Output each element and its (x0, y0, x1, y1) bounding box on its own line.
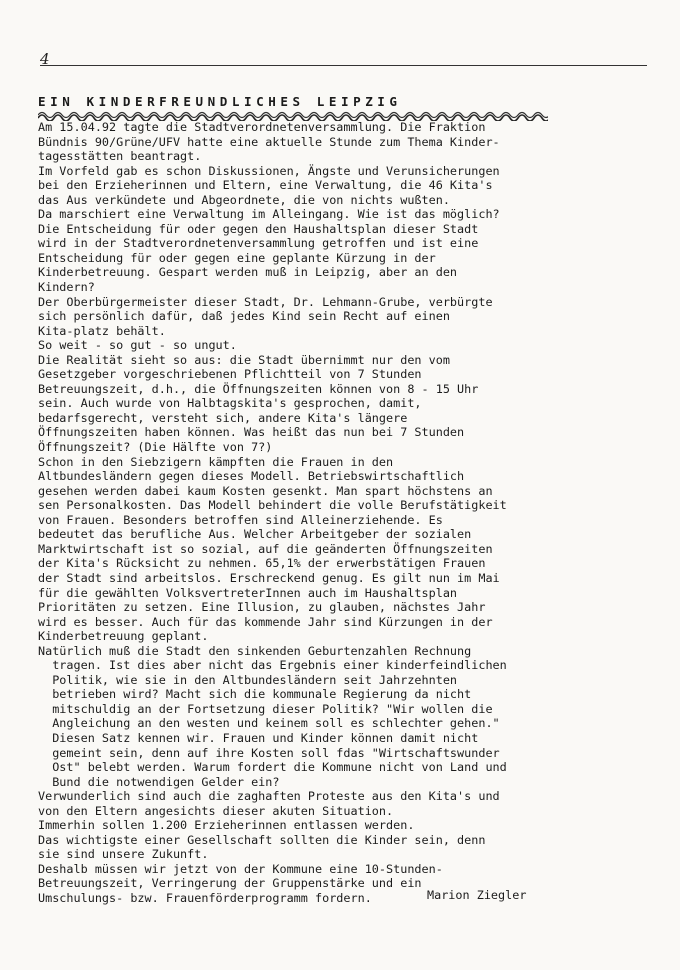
text-line: Natürlich muß die Stadt den sinkenden Geburtenzahlen Rechnung (38, 643, 472, 658)
text-line: Deshalb müssen wir jetzt von der Kommune eine 10-Stunden- (38, 861, 443, 876)
text-line: mitschuldig an der Fortsetzung dieser Politik? "Wir wollen die (38, 701, 493, 716)
text-line: Altbundesländern gegen dieses Modell. Betriebswirtschaftlich (38, 469, 465, 484)
text-line: Diesen Satz kennen wir. Frauen und Kinder können damit nicht (38, 730, 479, 745)
top-rule (40, 65, 647, 66)
text-line: Immerhin sollen 1.200 Erzieherinnen entlassen werden. (38, 818, 415, 833)
text-line: Prioritäten zu setzen. Eine Illusion, zu glauben, nächstes Jahr (38, 600, 486, 615)
text-line: tagesstätten beantragt. (38, 149, 202, 164)
text-line: für die gewählten VolksvertreterInnen auch im Haushaltsplan (38, 585, 458, 600)
text-line: Betreuungszeit, d.h., die Öffnungszeiten können von 8 - 15 Uhr (38, 381, 479, 396)
text-line: Im Vorfeld gab es schon Diskussionen, Ängste und Verunsicherungen (38, 163, 500, 178)
text-line: Politik, wie sie in den Altbundesländern seit Jahrzehnten (38, 672, 458, 687)
author-signature: Marion Ziegler (427, 888, 527, 902)
text-line: Öffnungszeit? (Die Hälfte von 7?) (38, 440, 273, 455)
text-line: Verwunderlich sind auch die zaghaften Proteste aus den Kita's und (38, 789, 500, 804)
text-line: sein. Auch wurde von Halbtagskita's gesprochen, damit, (38, 396, 422, 411)
text-line: gemeint sein, denn auf ihre Kosten soll fdas "Wirtschaftswunder (38, 745, 500, 760)
text-line: bei den Erzieherinnen und Eltern, eine Verwaltung, die 46 Kita's (38, 178, 493, 193)
text-line: sen Personalkosten. Das Modell behindert die volle Berufstätigkeit (38, 498, 507, 513)
text-line: wird es besser. Auch für das kommende Jahr sind Kürzungen in der (38, 614, 493, 629)
text-line: sie sind unsere Zukunft. (38, 847, 209, 862)
text-line: wird in der Stadtverordnetenversammlung getroffen und ist eine (38, 236, 479, 251)
text-line: tragen. Ist dies aber nicht das Ergebnis einer kinderfeindlichen (38, 658, 507, 673)
text-line: Schon in den Siebzigern kämpften die Frauen in den (38, 454, 394, 469)
text-line: bedarfsgerecht, versteht sich, andere Kita's längere (38, 410, 408, 425)
text-line: der Kita's Rücksicht zu nehmen. 65,1% der erwerbstätigen Frauen (38, 556, 486, 571)
article-title: EIN KINDERFREUNDLICHES LEIPZIG (38, 94, 402, 109)
text-line: Öffnungszeiten haben können. Was heißt das nun bei 7 Stunden (38, 425, 465, 440)
text-line: So weit - so gut - so ungut. (38, 338, 237, 353)
text-line: gesehen werden dabei kaum Kosten gesenkt. Man spart höchstens an (38, 483, 493, 498)
text-line: Am 15.04.92 tagte die Stadtverordnetenversammlung. Die Fraktion (38, 120, 486, 134)
text-line: betrieben wird? Macht sich die kommunale Regierung da nicht (38, 687, 472, 702)
text-line: Betreuungszeit, Verringerung der Gruppenstärke und ein (38, 876, 422, 891)
article-body (38, 120, 638, 906)
text-line: Bündnis 90/Grüne/UFV hatte eine aktuelle Stunde zum Thema Kinder- (38, 134, 500, 149)
text-line: Kinderbetreuung. Gespart werden muß in Leipzig, aber an den (38, 265, 458, 280)
text-line: Angleichung an den westen und keinem soll es schlechter gehen." (38, 716, 500, 731)
text-line: Marktwirtschaft ist so sozial, auf die geänderten Öffnungszeiten (38, 541, 493, 556)
text-line: Ost" belebt werden. Warum fordert die Kommune nicht von Land und (38, 760, 507, 775)
text-line: Die Entscheidung für oder gegen den Haushaltsplan dieser Stadt (38, 221, 479, 236)
text-line: Umschulungs- bzw. Frauenförderprogramm fordern. (38, 890, 372, 905)
text-line: Entscheidung für oder gegen eine geplante Kürzung in der (38, 250, 436, 265)
text-line: bedeutet das berufliche Aus. Welcher Arbeitgeber der sozialen (38, 527, 472, 542)
text-line: der Stadt sind arbeitslos. Erschreckend genug. Es gilt nun im Mai (38, 570, 500, 585)
text-line: Kindern? (38, 280, 95, 295)
text-line: Kita-platz behält. (38, 323, 166, 338)
text-line: das Aus verkündete und Abgeordnete, die von nichts wußten. (38, 192, 450, 207)
text-line: Gesetzgeber vorgeschriebenen Pflichtteil von 7 Stunden (38, 367, 422, 382)
text-line: Das wichtigste einer Gesellschaft sollten die Kinder sein, denn (38, 832, 486, 847)
text-line: Bund die notwendigen Gelder ein? (38, 774, 280, 789)
text-line: Kinderbetreuung geplant. (38, 629, 209, 644)
text-line: Da marschiert eine Verwaltung im Alleingang. Wie ist das möglich? (38, 207, 500, 222)
text-line: von den Eltern angesichts dieser akuten Situation. (38, 803, 394, 818)
text-line: Der Oberbürgermeister dieser Stadt, Dr. Lehmann-Grube, verbürgte (38, 294, 493, 309)
text-line: Die Realität sieht so aus: die Stadt übernimmt nur den vom (38, 352, 450, 367)
page-number: 4 (40, 50, 50, 68)
text-line: von Frauen. Besonders betroffen sind Alleinerziehende. Es (38, 512, 443, 527)
text-line: sich persönlich dafür, daß jedes Kind sein Recht auf einen (38, 309, 450, 324)
